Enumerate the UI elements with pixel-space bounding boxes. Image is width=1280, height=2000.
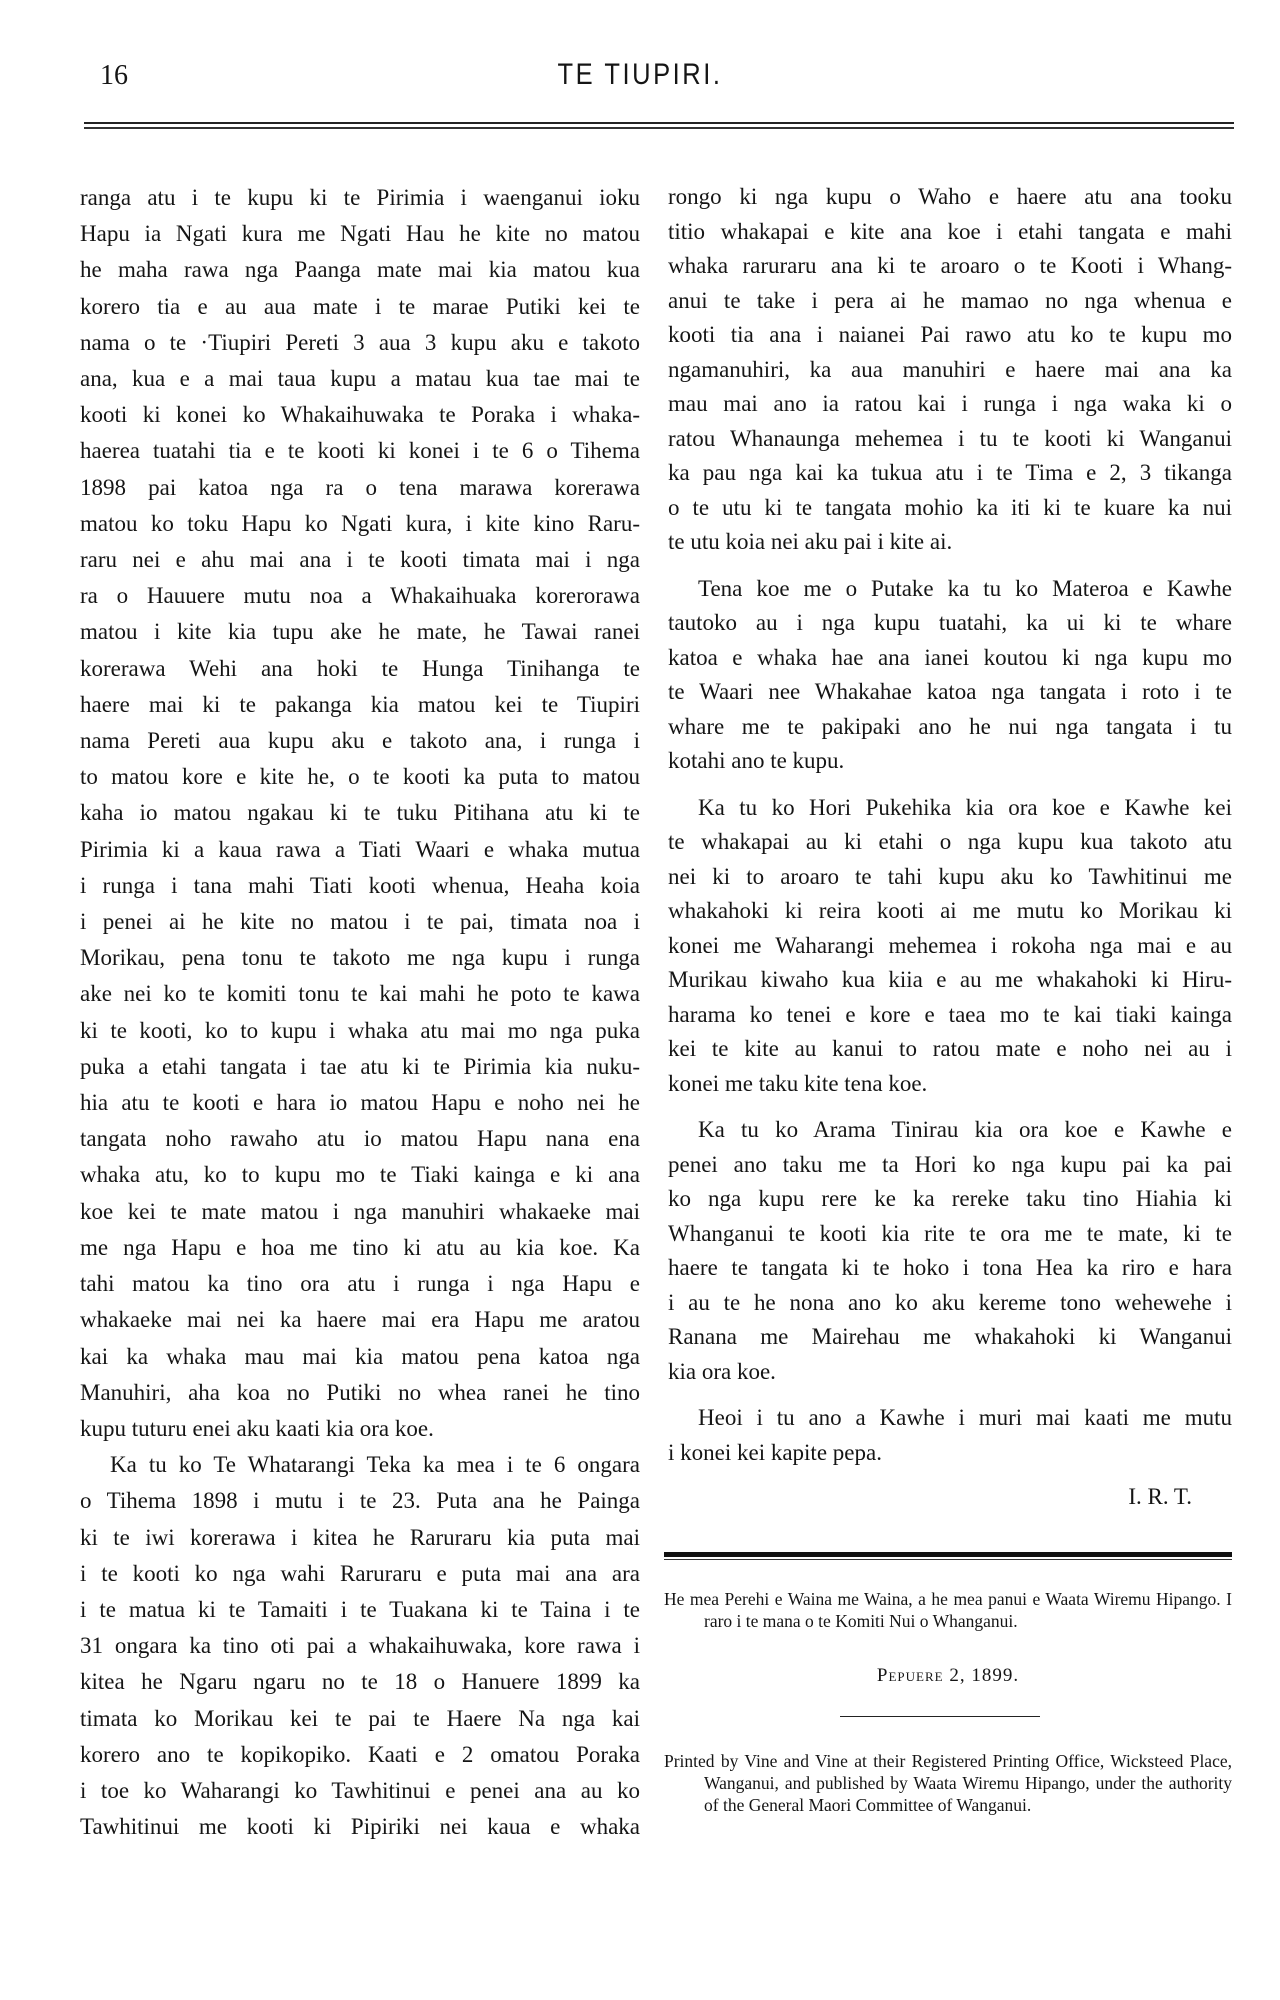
text-line: katoa e whaka hae ana ianei koutou ki nga kupu mo [668, 644, 1232, 670]
text-line: Manuhiri, aha koa no Putiki no whea ranei he tino [80, 1379, 640, 1405]
maori-imprint [664, 1588, 1232, 1632]
text-line: i au te he nona ano ko aku kereme tono wehewehe i [668, 1289, 1232, 1315]
text-line: kai ka whaka mau mai kia matou pena katoa nga [80, 1343, 640, 1369]
text-line: konei me Waharangi mehemea i rokoha nga mai e au [668, 932, 1232, 958]
text-line: kooti ki konei ko Whakaihuwaka te Poraka i whaka- [80, 402, 640, 428]
text-line: ko nga kupu rere ke ka rereke taku tino Hiahia ki [668, 1186, 1232, 1211]
text-line: whakaeke mai nei ka haere mai era Hapu me aratou [80, 1307, 640, 1333]
text-line: whaka atu, ko to kupu mo te Tiaki kainga e ki ana [80, 1162, 640, 1188]
text-line: kooti tia ana i naianei Pai rawo atu ko te kupu mo [668, 322, 1232, 347]
text-line: raru nei e ahu mai ana i te kooti timata mai i nga [80, 547, 640, 573]
text-line: koe kei te mate matou i nga manuhiri whakaeke mai [80, 1198, 640, 1224]
text-line: Hapu ia Ngati kura me Ngati Hau he kite no matou [80, 221, 640, 247]
text-line: he maha rawa nga Paanga mate mai kia matou kua [80, 257, 640, 283]
closing-rule-thin [664, 1559, 1232, 1560]
maori-imprint-text: He mea Perehi e Waina me Waina, a he mea panui e Waata Wiremu Hipango. I raro i te mana o te Komiti Nui o Whanganui. [664, 1589, 1232, 1631]
printer-imprint [664, 1750, 1232, 1816]
text-line: te Waari nee Whakahae katoa nga tangata i roto i te [668, 679, 1232, 704]
text-line: i penei ai he kite no matou i te pai, timata noa i [80, 909, 640, 935]
paragraph [668, 1113, 1232, 1389]
text-line: korero tia e au aua mate i te marae Putiki kei te [80, 293, 640, 319]
text-line: whaka raruraru ana ki te aroaro o te Kooti i Whang- [668, 253, 1232, 278]
text-line: i toe ko Waharangi ko Tawhitinui e penei ana au ko [80, 1777, 640, 1803]
paragraph [80, 1447, 640, 1845]
printer-imprint-text: Printed by Vine and Vine at their Registered Printing Office, Wicksteed Place, Wanganui, and published by Waata Wiremu Hipango, under the authority of the General Maori Committee of Wanganui. [664, 1751, 1232, 1815]
paragraph [80, 180, 640, 1447]
text-line: puka a etahi tangata i tae atu ki te Pirimia kia nuku- [80, 1053, 640, 1079]
text-line: korero ano te kopikopiko. Kaati e 2 omatou Poraka [80, 1741, 640, 1767]
text-line: ki te kooti, ko to kupu i whaka atu mai mo nga puka [80, 1017, 640, 1043]
text-line: Ka tu ko Hori Pukehika kia ora koe e Kawhe kei [698, 794, 1232, 820]
text-line: rongo ki nga kupu o Waho e haere atu ana tooku [668, 184, 1232, 209]
header-rule [84, 122, 1234, 124]
text-line: tangata noho rawaho atu io matou Hapu nana ena [80, 1126, 640, 1152]
text-line: i te matua ki te Tamaiti i te Tuakana ki te Taina i te [80, 1596, 640, 1622]
text-line: to matou kore e kite he, o te kooti ka puta to matou [80, 764, 640, 790]
text-line: ngamanuhiri, ka aua manuhiri e haere mai ana ka [668, 356, 1232, 382]
text-line: haere mai ki te pakanga kia matou kei te Tiupiri [80, 691, 640, 717]
text-line: nei ki to aroaro te tahi kupu aku ko Tawhitinui me [668, 863, 1232, 889]
text-line: kupu tuturu enei aku kaati kia ora koe. [80, 1415, 434, 1441]
text-line: penei ano taku me ta Hori ko nga kupu pai ka pai [668, 1151, 1232, 1177]
header-rule-secondary [84, 127, 1234, 129]
paragraph [668, 572, 1232, 779]
text-line: tautoko au i nga kupu tuatahi, ka ui ki te whare [668, 610, 1232, 635]
text-line: matou ko toku Hapu ko Ngati kura, i kite kino Raru- [80, 510, 640, 536]
left-column [80, 180, 640, 1845]
text-line: kei te kite au kanui to ratou mate e noho nei au i [668, 1036, 1232, 1061]
text-line: Whanganui te kooti kia rite te ora me te mate, ki te [668, 1220, 1232, 1246]
text-line: ra o Hauuere mutu noa a Whakaihuaka korerorawa [80, 583, 640, 609]
page-number: 16 [100, 60, 128, 91]
text-line: Morikau, pena tonu te takoto me nga kupu i runga [80, 945, 640, 971]
text-line: Tena koe me o Putake ka tu ko Materoa e Kawhe [698, 575, 1232, 601]
text-line: Ranana me Mairehau me whakahoki ki Wanganui [668, 1324, 1232, 1349]
issue-date: Pepuere 2, 1899. [876, 1665, 1020, 1686]
text-line: matou i kite kia tupu ake he mate, he Tawai ranei [80, 619, 640, 645]
text-line: kotahi ano te kupu. [668, 748, 845, 773]
paragraph [668, 791, 1232, 1102]
paragraph [668, 180, 1232, 560]
text-line: harama ko tenei e kore e taea mo te kai tiaki kainga [668, 1001, 1232, 1027]
text-line: te whakapai au ki etahi o nga kupu kua takoto atu [668, 829, 1232, 854]
text-line: 31 ongara ka tino oti pai a whakaihuwaka, kore rawa i [80, 1633, 640, 1659]
text-line: Heoi i tu ano a Kawhe i muri mai kaati me mutu [698, 1405, 1232, 1430]
text-line: i runga i tana mahi Tiati kooti whenua, Heaha koia [80, 872, 640, 898]
signature: I. R. T. [1128, 1484, 1192, 1509]
newspaper-title: TE TIUPIRI. [557, 58, 723, 91]
text-line: haere te tangata ki te hoko i tona Hea ka riro e hara [668, 1255, 1232, 1280]
text-line: Tawhitinui me kooti ki Pipiriki nei kaua e whaka [80, 1814, 640, 1840]
text-line: ranga atu i te kupu ki te Pirimia i waenganui ioku [80, 185, 640, 210]
text-line: timata ko Morikau kei te pai te Haere Na nga kai [80, 1705, 640, 1731]
text-line: ki te iwi korerawa i kitea he Raruraru kia puta mai [80, 1524, 640, 1550]
text-line: kitea he Ngaru ngaru no te 18 o Hanuere 1899 ka [80, 1669, 640, 1695]
text-line: o te utu ki te tangata mohio ka iti ki te kuare ka nui [668, 494, 1232, 520]
text-line: tahi matou ka tino ora atu i runga i nga Hapu e [80, 1271, 640, 1297]
text-line: ka pau nga kai ka tukua atu i te Tima e 2, 3 tikanga [668, 460, 1232, 485]
text-line: nama Pereti aua kupu aku e takoto ana, i runga i [80, 728, 640, 754]
text-line: ratou Whanaunga mehemea i tu te kooti ki Wanganui [668, 425, 1232, 451]
text-line: ana, kua e a mai taua kupu a matau kua tae mai te [80, 366, 640, 392]
text-line: Ka tu ko Te Whatarangi Teka ka mea i te 6 ongara [110, 1452, 640, 1478]
closing-rule [664, 1552, 1232, 1557]
text-line: whakahoki ki reira kooti ai me mutu ko Morikau ki [668, 898, 1232, 923]
text-line: ake nei ko te komiti tonu te kai mahi he poto te kawa [80, 981, 640, 1007]
text-line: hia atu te kooti e hara io matou Hapu e noho nei he [80, 1090, 640, 1116]
paragraph [668, 1401, 1232, 1470]
short-rule [840, 1716, 1040, 1717]
text-line: 1898 pai katoa nga ra o tena marawa korerawa [80, 474, 640, 500]
right-column [668, 180, 1232, 1515]
text-line: nama o te ·Tiupiri Pereti 3 aua 3 kupu aku e takoto [80, 329, 640, 355]
text-line: anui te take i pera ai he mamao no nga whenua e [668, 287, 1232, 313]
text-line: mau mai ano ia ratou kai i runga i nga waka ki o [668, 391, 1232, 416]
text-line: konei me taku kite tena koe. [668, 1070, 928, 1096]
text-line: Ka tu ko Arama Tinirau kia ora koe e Kawhe e [698, 1117, 1232, 1142]
text-line: titio whakapai e kite ana koe i etahi tangata e mahi [668, 218, 1232, 244]
text-line: Murikau kiwaho kua kiia e au me whakahoki ki Hiru- [668, 967, 1232, 992]
text-line: te utu koia nei aku pai i kite ai. [668, 529, 953, 554]
text-line: kaha io matou ngakau ki te tuku Pitihana atu ki te [80, 800, 640, 826]
text-line: me nga Hapu e hoa me tino ki atu au kia koe. Ka [80, 1234, 640, 1260]
text-line: i te kooti ko nga wahi Raruraru e puta mai ana ara [80, 1560, 640, 1586]
text-line: o Tihema 1898 i mutu i te 23. Puta ana he Painga [80, 1488, 640, 1514]
text-line: whare me te pakipaki ano he nui nga tangata i tu [668, 713, 1232, 739]
text-line: kia ora koe. [668, 1358, 776, 1384]
text-line: korerawa Wehi ana hoki te Hunga Tinihanga te [80, 655, 640, 681]
text-line: Pirimia ki a kaua rawa a Tiati Waari e whaka mutua [80, 836, 640, 862]
text-line: i konei kei kapite pepa. [668, 1439, 882, 1465]
text-line: haerea tuatahi tia e te kooti ki konei i te 6 o Tihema [80, 438, 640, 464]
